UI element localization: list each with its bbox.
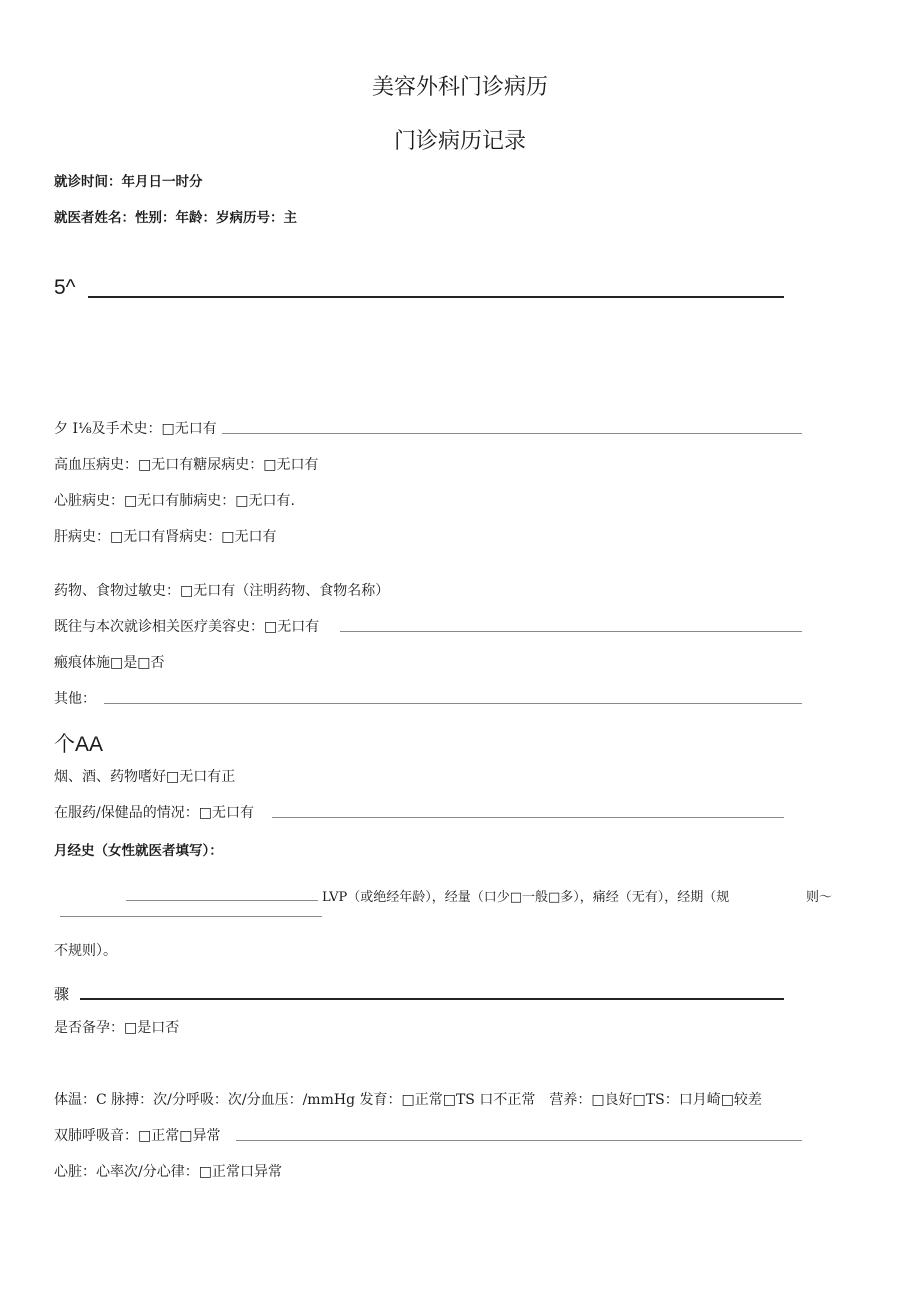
document-subtitle: 门诊病历记录	[393, 129, 526, 154]
menstrual-detail-end: 则～	[806, 890, 833, 905]
allergy-history-line: 药物、食物过敏史：□无口有（注明药物、食物名称）	[54, 583, 390, 599]
lung-sounds-field[interactable]	[236, 1140, 802, 1141]
marriage-history-label: 骤	[54, 985, 70, 1003]
cosmetic-history-field[interactable]	[340, 631, 802, 632]
chief-complaint-field[interactable]	[88, 296, 784, 298]
other-history-field[interactable]	[104, 703, 802, 704]
medication-field[interactable]	[272, 817, 784, 818]
other-history-label: 其他：	[54, 691, 96, 707]
menstrual-extra-field[interactable]	[60, 916, 322, 917]
heart-history-line: 心脏病史：□无口有肺病史：□无口有.	[54, 493, 295, 509]
document-title: 美容外科门诊病历	[371, 75, 548, 100]
pregnancy-plan-line: 是否备孕：□是口否	[54, 1020, 180, 1036]
surgery-history-field[interactable]	[222, 433, 802, 434]
lung-sounds-line: 双肺呼吸音：□正常□异常	[54, 1128, 221, 1144]
vitals-line: 体温：C 脉搏：次/分呼吸：次/分血压：/mmHg 发育：□正常□TS 口不正常 营养：□良好□TS：口月崎□较差	[54, 1092, 762, 1108]
hypertension-history-line: 高血压病史：□无口有糖尿病史：□无口有	[54, 457, 319, 473]
marriage-history-field[interactable]	[80, 998, 784, 1000]
cosmetic-history-line: 既往与本次就诊相关医疗美容史：□无口有	[54, 619, 320, 635]
menarche-age-field[interactable]	[126, 900, 318, 901]
medication-line: 在服药/保健品的情况：□无口有	[54, 805, 254, 821]
habits-line: 烟、酒、药物嗜好□无口有正	[54, 769, 236, 785]
menstrual-heading: 月经史（女性就医者填写）：	[54, 843, 223, 859]
personal-history-label: 个AA	[54, 733, 104, 756]
heart-exam-line: 心脏：心率次/分心律：□正常口异常	[54, 1164, 282, 1180]
patient-info-line: 就医者姓名：性别：年龄：岁病历号：主	[54, 210, 297, 226]
surgery-history-line: 夕 I⅛及手术史：□无口有	[54, 421, 217, 437]
chief-complaint-label: 5^	[54, 276, 76, 299]
menstrual-detail-line: LVP（或绝经年龄），经量（口少□一般□多），痛经（无有），经期（规	[322, 890, 730, 905]
visit-time-line: 就诊时间：年月日一时分	[54, 174, 203, 190]
scar-constitution-line: 瘢痕体施□是□否	[54, 655, 165, 671]
menstrual-detail-line-2: 不规则）。	[54, 943, 117, 959]
liver-history-line: 肝病史：□无口有肾病史：□无口有	[54, 529, 277, 545]
